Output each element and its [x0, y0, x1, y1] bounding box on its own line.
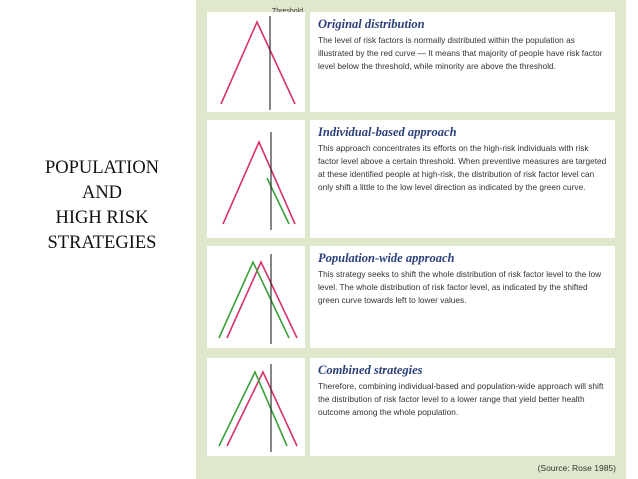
section-individual-based-approach [207, 120, 617, 238]
text-original-distribution [310, 12, 615, 112]
text-combined-strategies [310, 358, 615, 456]
section-body: This strategy seeks to shift the whole distribution of risk factor level to the low level. The whole distribution of risk factor level, as indicated by the shifted green curve towards left to lower values. [318, 269, 602, 305]
section-title: Individual-based approach [318, 125, 457, 139]
graph-individual-based-approach [207, 120, 305, 238]
section-body: This approach concentrates its efforts on the high-risk individuals with risk factor level above a certain threshold. When preventive measures are targeted at these identified people at high-risk, the distribution of risk factor level can only shift a little to the low level direction as indicated by the green curve. [318, 143, 607, 192]
text-population-wide-approach [310, 246, 615, 348]
side-title-line-2: AND [81, 183, 123, 203]
text-individual-based-approach [310, 120, 615, 238]
section-body: The level of risk factors is normally distributed within the population as illustrated by the red curve — It means that majority of people have risk factor level below the threshold, while minority are above the threshold. [318, 35, 603, 71]
section-body: Therefore, combining individual-based and population-wide approach will shift the distribution of risk factor level to a lower range that yield better health outcome among the whole population. [318, 381, 604, 417]
side-title [22, 156, 182, 256]
section-title: Original distribution [318, 17, 425, 31]
original-curve [221, 22, 295, 104]
side-title-line-3: HIGH RISK [55, 208, 149, 228]
section-title: Combined strategies [318, 363, 423, 377]
side-title-line-4: STRATEGIES [47, 233, 157, 253]
section-population-wide-approach [207, 246, 617, 348]
side-title-line-1: POPULATION [44, 158, 160, 178]
graph-combined-strategies [207, 358, 305, 456]
original-curve [223, 142, 295, 224]
section-combined-strategies [207, 358, 617, 456]
section-title: Population-wide approach [318, 251, 455, 265]
shifted-curve [219, 372, 287, 446]
graph-original-distribution [207, 12, 305, 112]
graph-population-wide-approach [207, 246, 305, 348]
source-citation: (Source: Rose 1985) [537, 463, 616, 473]
section-original-distribution [207, 12, 617, 112]
original-curve [227, 262, 297, 338]
